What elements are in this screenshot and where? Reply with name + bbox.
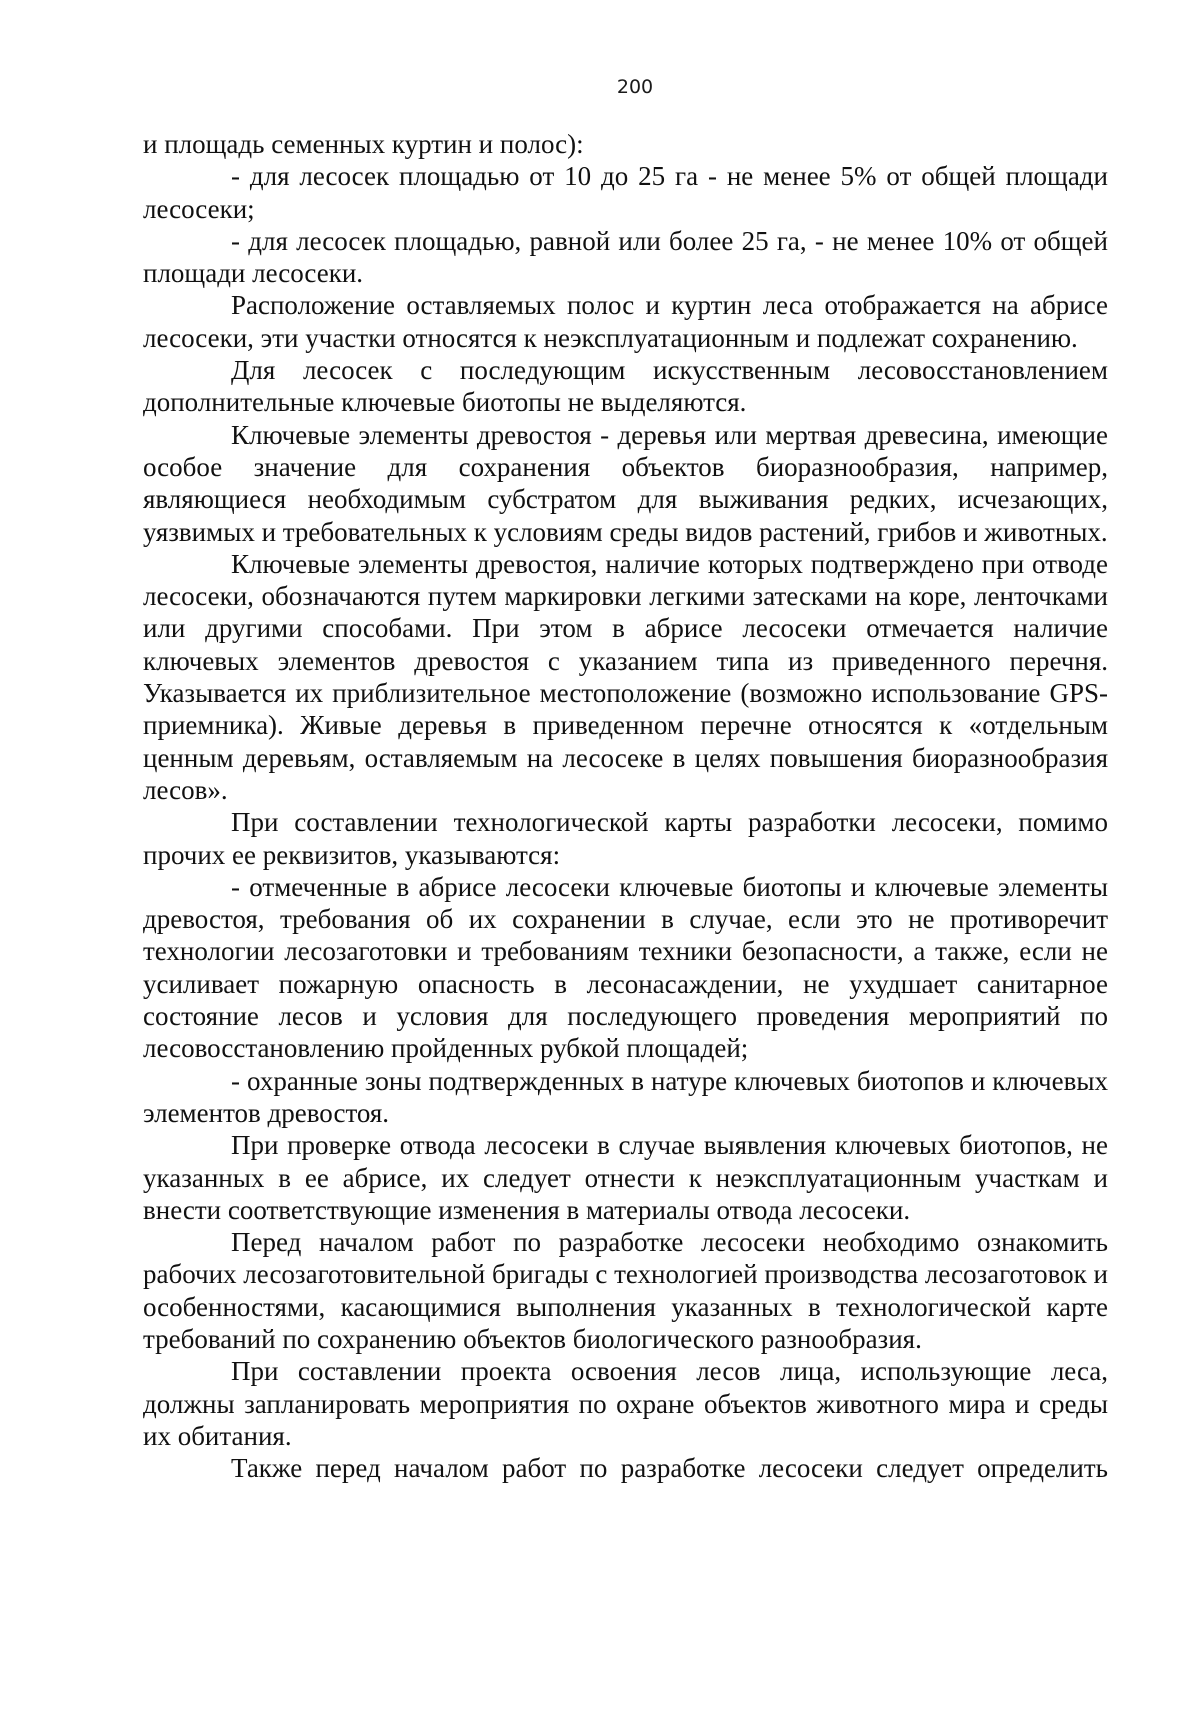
paragraph-forest-development-project: При составлении проекта освоения лесов лица, использующие леса, должны запланировать мероприятия по охране объектов животного мира и среды их обитания. (143, 1356, 1108, 1451)
paragraph-continuation: и площадь семенных куртин и полос): (143, 129, 584, 159)
paragraph-list-item-small-plots: - для лесосек площадью от 10 до 25 га - не менее 5% от общей площади лесосеки; (143, 161, 1108, 224)
paragraph-list-item-marked-biotopes: - отмеченные в абрисе лесосеки ключевые биотопы и ключевые элементы древостоя, требования об их сохранении в случае, если это не противоречит технологии лесозаготовки и требованиям техники безопасности, а также, если не усиливает пожарную опасность в лесонасаждении, не ухудшает санитарное состояние лесов и условия для последующего проведения мероприятий по лесовосстановлению пройденных рубкой площадей; (143, 871, 1108, 1064)
paragraph-key-elements-definition: Ключевые элементы древостоя - деревья или мертвая древесина, имеющие особое значение для сохранения объектов биоразнообразия, например, являющиеся необходимым субстратом для выживания редких, исчезающих, уязвимых и требовательных к условиям среды видов растений, грибов и животных. (143, 419, 1108, 547)
paragraph-allotment-check: При проверке отвода лесосеки в случае выявления ключевых биотопов, не указанных в ее абрисе, их следует отнести к неэксплуатационным участкам и внести соответствующие изменения в материалы отвода лесосеки. (143, 1130, 1108, 1225)
paragraph-before-work-start: Также перед началом работ по разработке лесосеки следует определить (231, 1453, 1108, 1484)
paragraph-strips-location: Расположение оставляемых полос и куртин леса отображается на абрисе лесосеки, эти участки относятся к неэксплуатационным и подлежат сохранению. (143, 290, 1108, 353)
body-text (143, 128, 1108, 1484)
paragraph-list-item-large-plots: - для лесосек площадью, равной или более 25 га, - не менее 10% от общей площади лесосеки. (143, 225, 1108, 289)
paragraph-crew-briefing: Перед началом работ по разработке лесосеки необходимо ознакомить рабочих лесозаготовительной бригады с технологией производства лесозаготовок и особенностями, касающимися выполнения указанных в технологической карте требований по сохранению объектов биологического разнообразия. (143, 1227, 1108, 1354)
page-number: 200 (616, 76, 654, 98)
paragraph-key-elements-marking: Ключевые элементы древостоя, наличие которых подтверждено при отводе лесосеки, обозначаются путем маркировки легкими затесками на коре, ленточками или другими способами. При этом в абрисе лесосеки отмечается наличие ключевых элементов древостоя с указанием типа из приведенного перечня. Указывается их приблизительное местоположение (возможно использование GPS-приемника). Живые деревья в приведенном перечне относятся к «отдельным ценным деревьям, оставляемым на лесосеке в целях повышения биоразнообразия лесов». (143, 548, 1108, 805)
paragraph-artificial-reforestation: Для лесосек с последующим искусственным лесовосстановлением дополнительные ключевые биотопы не выделяются. (143, 355, 1108, 418)
paragraph-list-item-protection-zones: - охранные зоны подтвержденных в натуре ключевых биотопов и ключевых элементов древостоя. (143, 1065, 1108, 1128)
paragraph-technological-map: При составлении технологической карты разработки лесосеки, помимо прочих ее реквизитов, указываются: (143, 807, 1108, 870)
